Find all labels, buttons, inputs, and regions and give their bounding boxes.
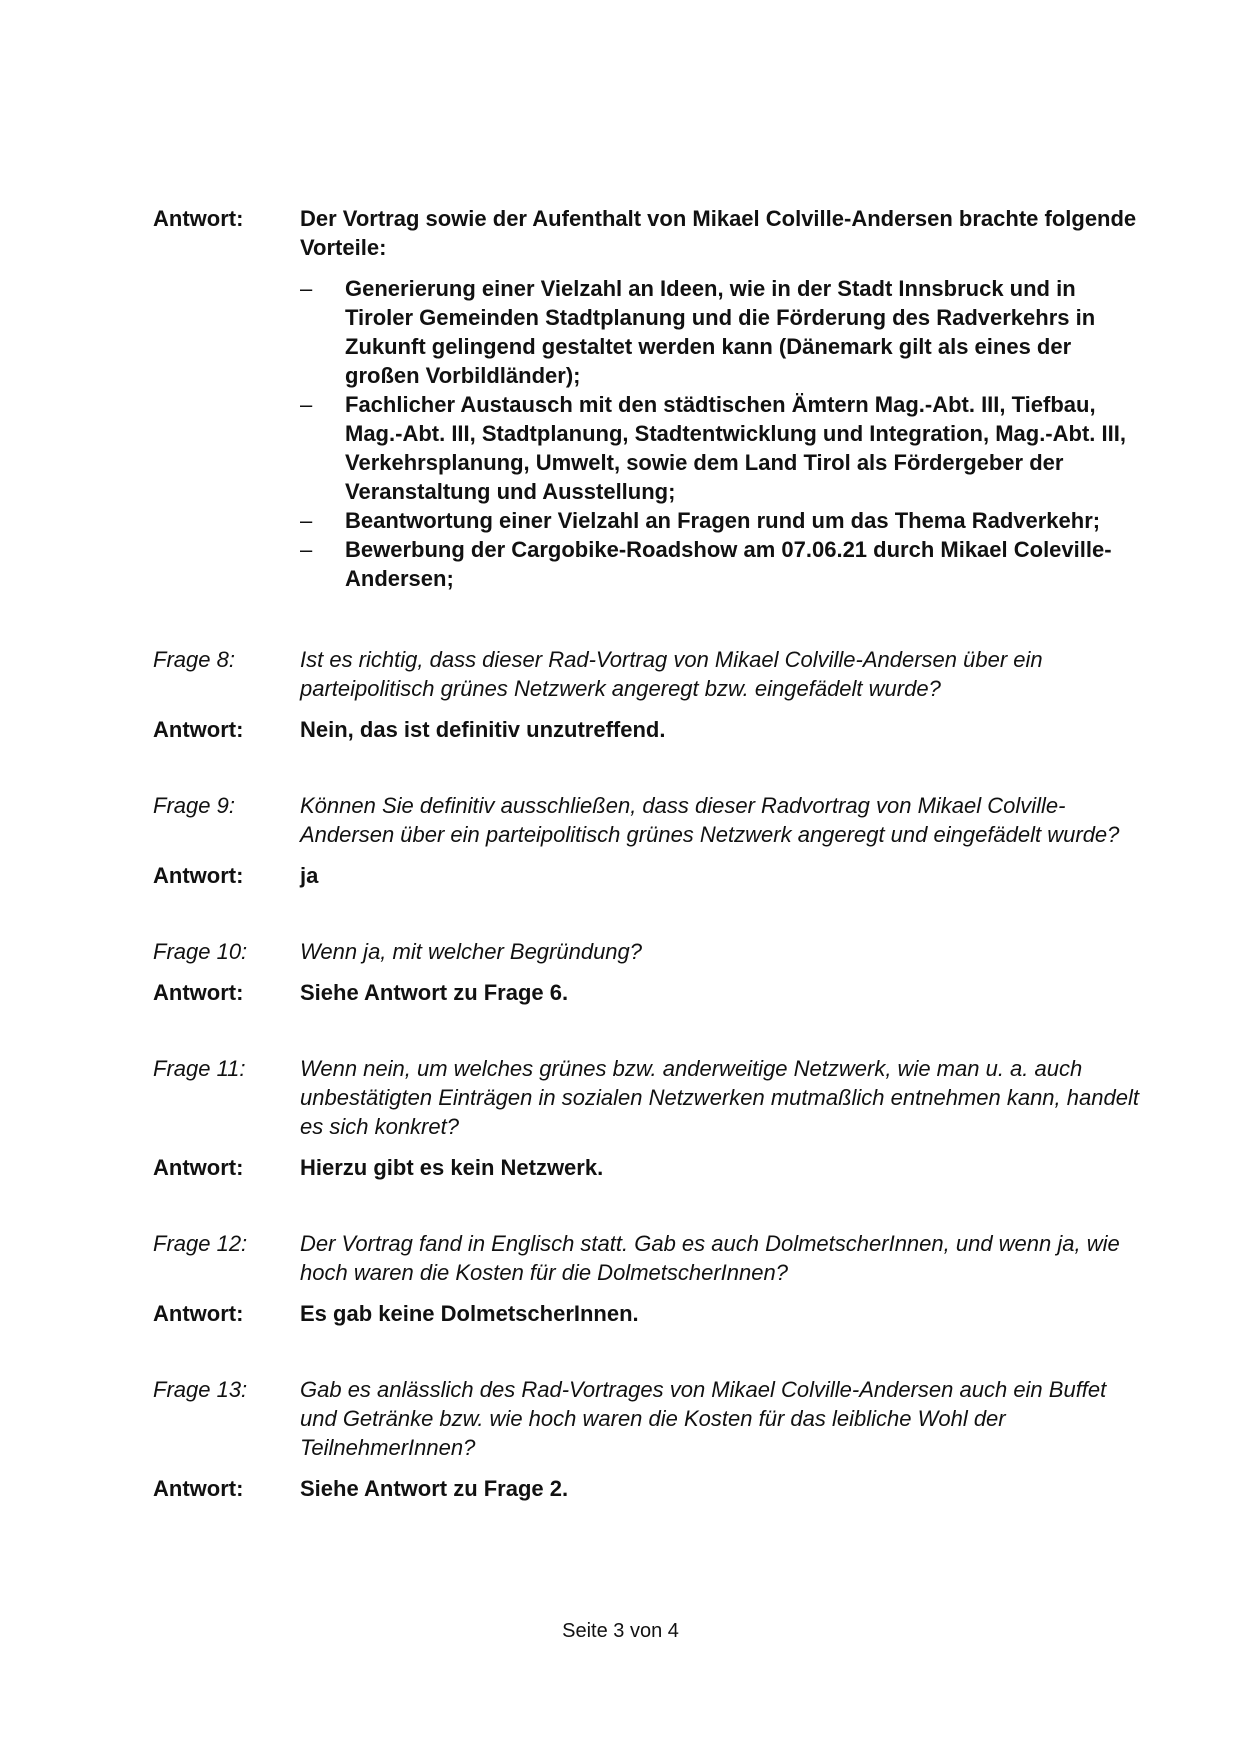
question-row — [153, 1054, 1143, 1141]
dash-bullet: – — [300, 276, 313, 301]
list-item-text: Fachlicher Austausch mit den städtischen Ämtern Mag.-Abt. III, Tiefbau, Mag.-Abt. III, Stadtplanung, Stadtentwicklung und Integration, Mag.-Abt. III, Verkehrsplanung, Umwelt, sowie dem Land Tirol als Fördergeber der Veranstaltung und Ausstellung; — [345, 392, 1126, 504]
dash-bullet: – — [300, 537, 313, 562]
answer-label: Antwort: — [153, 1301, 244, 1326]
question-text: Können Sie definitiv ausschließen, dass dieser Radvortrag von Mikael Colville-Andersen über ein parteipolitisch grünes Netzwerk angeregt und eingefädelt wurde? — [300, 793, 1120, 847]
answer-text: Siehe Antwort zu Frage 6. — [300, 980, 569, 1005]
answer-label: Antwort: — [153, 717, 244, 742]
question-label: Frage 11: — [153, 1056, 246, 1081]
question-label: Frage 13: — [153, 1377, 248, 1402]
question-row — [153, 645, 1143, 703]
question-label: Frage 10: — [153, 939, 248, 964]
question-text: Wenn nein, um welches grünes bzw. anderweitige Netzwerk, wie man u. a. auch unbestätigten Einträgen in sozialen Netzwerken mutmaßlich entnehmen kann, handelt es sich konkret? — [300, 1056, 1139, 1139]
question-text: Ist es richtig, dass dieser Rad-Vortrag von Mikael Colville-Andersen über ein parteipolitisch grünes Netzwerk angeregt bzw. eingefädelt wurde? — [300, 647, 1043, 701]
answer-text: Nein, das ist definitiv unzutreffend. — [300, 717, 666, 742]
document-content — [153, 204, 1143, 1503]
question-row — [153, 937, 1143, 966]
question-row — [153, 1375, 1143, 1462]
dash-bullet: – — [300, 392, 313, 417]
answer-row — [153, 861, 1143, 890]
answer-row — [153, 1299, 1143, 1328]
answer-text: Es gab keine DolmetscherInnen. — [300, 1301, 639, 1326]
answer-label: Antwort: — [153, 863, 244, 888]
question-row — [153, 791, 1143, 849]
answer-label: Antwort: — [153, 980, 244, 1005]
list-item-text: Bewerbung der Cargobike-Roadshow am 07.06.21 durch Mikael Coleville-Andersen; — [345, 537, 1112, 591]
answer-row — [153, 715, 1143, 744]
list-item-text: Generierung einer Vielzahl an Ideen, wie in der Stadt Innsbruck und in Tiroler Gemeinden Stadtplanung und die Förderung des Radverkehrs in Zukunft gelingend gestaltet werden kann (Dänemark gilt als eines der großen Vorbildländer); — [345, 276, 1096, 388]
dash-bullet: – — [300, 508, 313, 533]
answer-label: Antwort: — [153, 1476, 244, 1501]
page-number-footer: Seite 3 von 4 — [562, 1620, 679, 1642]
list-item — [300, 535, 1143, 593]
answer-row — [153, 1474, 1143, 1503]
question-row — [153, 1229, 1143, 1287]
advantages-list — [300, 274, 1143, 593]
answer-text: Hierzu gibt es kein Netzwerk. — [300, 1155, 604, 1180]
list-item-text: Beantwortung einer Vielzahl an Fragen rund um das Thema Radverkehr; — [345, 508, 1101, 533]
answer-text — [300, 204, 1143, 593]
question-label: Frage 8: — [153, 647, 235, 672]
answer-row — [153, 978, 1143, 1007]
answer-block-intro — [153, 204, 1143, 593]
answer-label: Antwort: — [153, 206, 244, 231]
question-text: Wenn ja, mit welcher Begründung? — [300, 939, 643, 964]
answer-intro: Der Vortrag sowie der Aufenthalt von Mikael Colville-Andersen brachte folgende Vorteile: — [300, 206, 1137, 260]
answer-text: Siehe Antwort zu Frage 2. — [300, 1476, 569, 1501]
answer-row — [153, 1153, 1143, 1182]
question-text: Gab es anlässlich des Rad-Vortrages von Mikael Colville-Andersen auch ein Buffet und Getränke bzw. wie hoch waren die Kosten für das leibliche Wohl der TeilnehmerInnen? — [300, 1377, 1107, 1460]
question-label: Frage 12: — [153, 1231, 248, 1256]
answer-label: Antwort: — [153, 1155, 244, 1180]
list-item — [300, 390, 1143, 506]
question-text: Der Vortrag fand in Englisch statt. Gab es auch DolmetscherInnen, und wenn ja, wie hoch waren die Kosten für die DolmetscherInnen? — [300, 1231, 1120, 1285]
question-label: Frage 9: — [153, 793, 235, 818]
list-item — [300, 274, 1143, 390]
answer-text: ja — [300, 863, 319, 888]
list-item — [300, 506, 1143, 535]
